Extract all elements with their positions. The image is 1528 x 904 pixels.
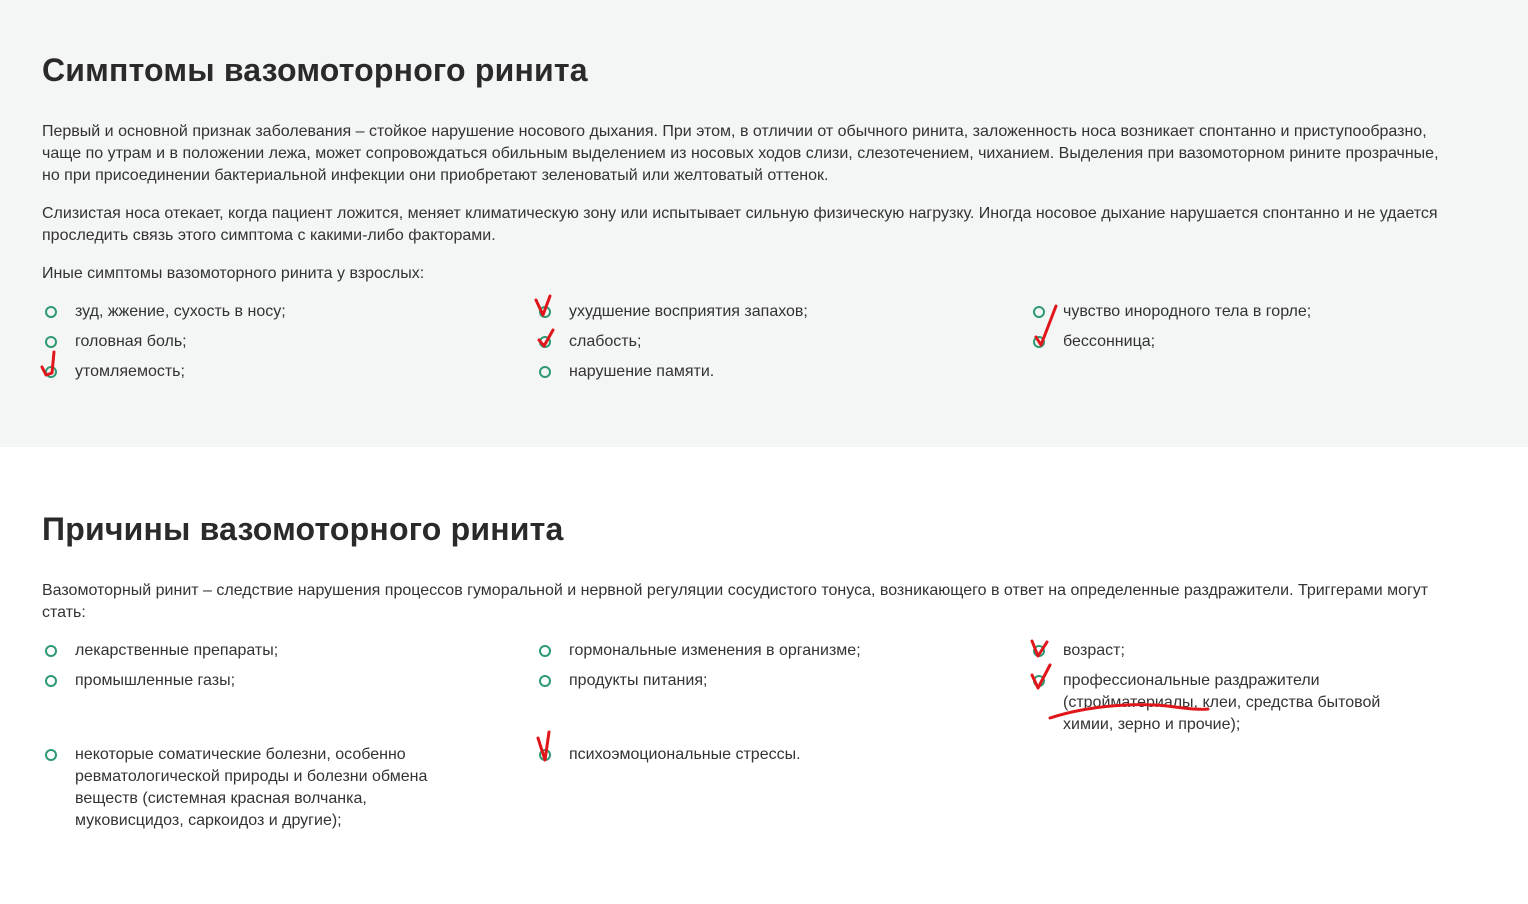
bullet-circle-icon <box>45 306 57 318</box>
list-item: возраст; <box>1030 640 1443 662</box>
causes-title: Причины вазомоторного ринита <box>42 511 564 547</box>
bullet-circle-icon <box>1033 645 1045 657</box>
list-item: некоторые соматические болезни, особенно ревматологической природы и болезни обмена веществ (системная красная волчанка, муковисцидоз, саркоидоз и другие); <box>42 744 455 832</box>
list-item: ухудшение восприятия запахов; <box>536 301 949 323</box>
bullet-circle-icon <box>1033 675 1045 687</box>
list-item: продукты питания; <box>536 670 949 692</box>
list-item: гормональные изменения в организме; <box>536 640 949 662</box>
list-item: лекарственные препараты; <box>42 640 455 662</box>
list-item: чувство инородного тела в горле; <box>1030 301 1443 323</box>
bullet-circle-icon <box>45 645 57 657</box>
list-item: профессиональные раздражители (стройматериалы, клеи, средства бытовой химии, зерно и прочие); <box>1030 670 1433 736</box>
bullet-circle-icon <box>45 749 57 761</box>
list-item: нарушение памяти. <box>536 361 949 383</box>
list-item: промышленные газы; <box>42 670 455 692</box>
list-item: бессонница; <box>1030 331 1443 353</box>
bullet-circle-icon <box>539 306 551 318</box>
list-item: утомляемость; <box>42 361 455 383</box>
list-item: головная боль; <box>42 331 455 353</box>
symptoms-list-intro: Иные симптомы вазомоторного ринита у взрослых: <box>42 265 425 282</box>
list-item: зуд, жжение, сухость в носу; <box>42 301 455 323</box>
bullet-circle-icon <box>1033 336 1045 348</box>
bullet-circle-icon <box>539 336 551 348</box>
symptoms-paragraph-2: Слизистая носа отекает, когда пациент ложится, меняет климатическую зону или испытывает сильную физическую нагрузку. Иногда носовое дыхание нарушается спонтанно и не удается проследить связь этого симптома с какими-либо факторами. <box>42 205 1438 244</box>
symptoms-paragraph-1: Первый и основной признак заболевания – стойкое нарушение носового дыхания. При этом, в отличии от обычного ринита, заложенность носа возникает спонтанно и приступообразно, чаще по утрам и в положении лежа, может сопровождаться обильным выделением из носовых ходов слизи, слезотечением, чиханием. Выделения при вазомоторном рините прозрачные, но при присоединении бактериальной инфекции они приобретают зеленоватый или желтоватый оттенок. <box>42 123 1439 184</box>
bullet-circle-icon <box>1033 306 1045 318</box>
list-item: слабость; <box>536 331 949 353</box>
list-item: психоэмоциональные стрессы. <box>536 744 949 766</box>
bullet-circle-icon <box>539 366 551 378</box>
bullet-circle-icon <box>45 675 57 687</box>
bullet-circle-icon <box>539 675 551 687</box>
causes-paragraph-1: Вазомоторный ринит – следствие нарушения процессов гуморальной и нервной регуляции сосудистого тонуса, возникающего в ответ на определенные раздражители. Триггерами могут стать: <box>42 582 1429 621</box>
symptoms-title: Симптомы вазомоторного ринита <box>42 52 588 88</box>
bullet-circle-icon <box>45 336 57 348</box>
bullet-circle-icon <box>539 645 551 657</box>
bullet-circle-icon <box>539 749 551 761</box>
bullet-circle-icon <box>45 366 57 378</box>
